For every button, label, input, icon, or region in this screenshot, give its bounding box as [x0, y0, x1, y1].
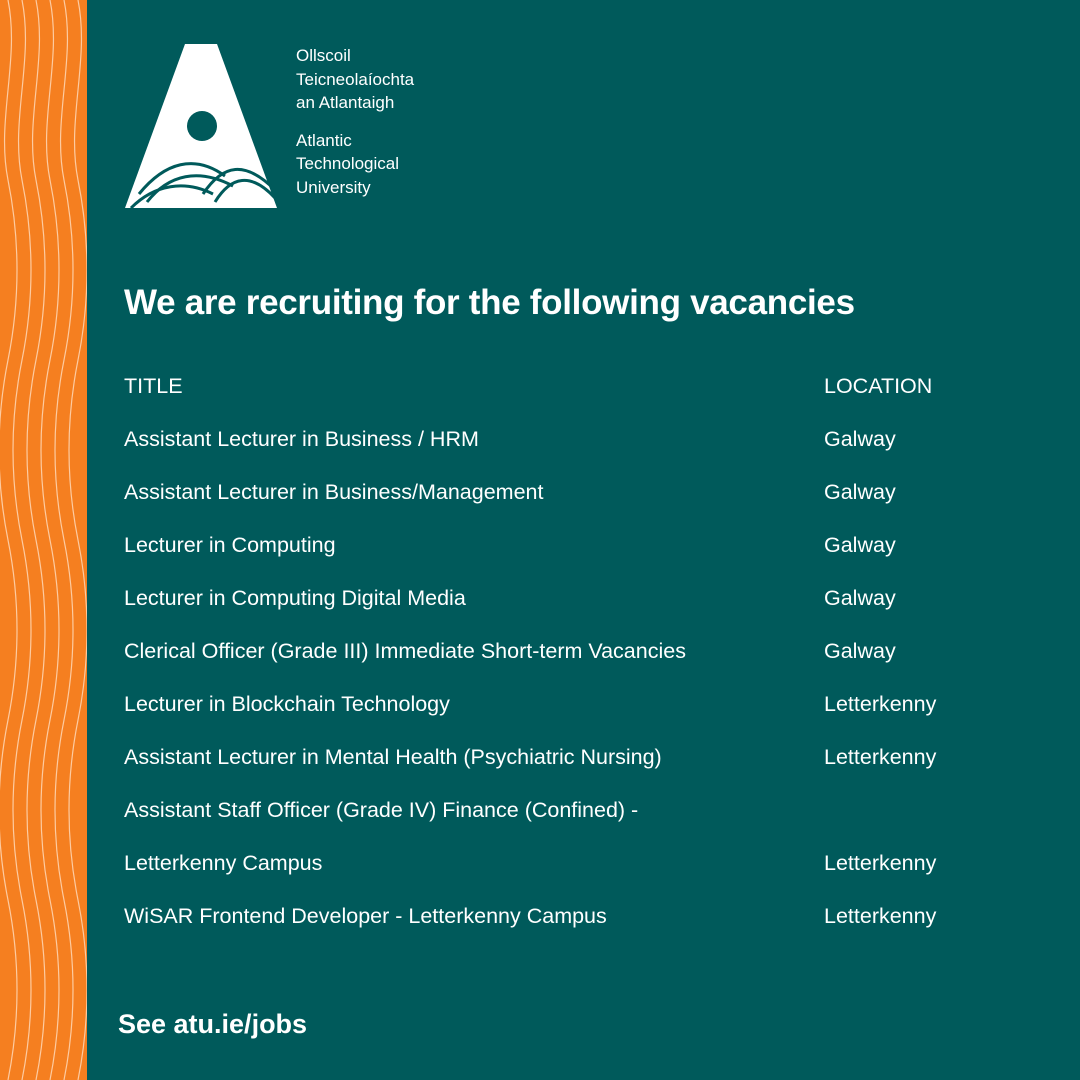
- column-header-title: TITLE: [124, 374, 183, 398]
- vacancy-title: Lecturer in Computing: [124, 533, 336, 557]
- vacancy-title: Lecturer in Blockchain Technology: [124, 692, 450, 716]
- irish-name-line: Ollscoil: [296, 46, 351, 65]
- headline: We are recruiting for the following vacancies: [124, 283, 855, 322]
- wave-pattern-icon: [0, 0, 87, 1080]
- table-row: [124, 423, 1024, 476]
- vacancy-location: Galway: [824, 427, 896, 451]
- vacancy-title: WiSAR Frontend Developer - Letterkenny Campus: [124, 904, 607, 928]
- decorative-stripe: [0, 0, 87, 1080]
- table-row: [124, 476, 1024, 529]
- table-header-row: [124, 370, 1024, 423]
- table-row: [124, 794, 1024, 847]
- english-name-line: Technological: [296, 154, 400, 173]
- english-name-line: Atlantic: [296, 130, 352, 150]
- vacancy-title: Letterkenny Campus: [124, 851, 323, 875]
- column-header-location: LOCATION: [824, 374, 933, 398]
- jobs-link-text: See atu.ie/jobs: [118, 1009, 308, 1039]
- english-name-line: University: [296, 177, 371, 197]
- vacancy-location: Letterkenny: [824, 745, 937, 769]
- vacancy-location: Letterkenny: [824, 692, 937, 716]
- vacancy-location: Letterkenny: [824, 851, 937, 875]
- vacancy-location: Galway: [824, 586, 896, 610]
- irish-name-line: Teicneolaíochta: [296, 69, 415, 89]
- university-name: [296, 44, 414, 199]
- table-row: [124, 741, 1024, 794]
- vacancy-title: Assistant Lecturer in Mental Health (Psychiatric Nursing): [124, 745, 662, 769]
- vacancy-location: Galway: [824, 480, 896, 504]
- vacancies-table: [124, 370, 1024, 953]
- vacancy-title: Assistant Staff Officer (Grade IV) Finance (Confined) -: [124, 798, 639, 822]
- vacancy-title: Lecturer in Computing Digital Media: [124, 586, 466, 610]
- vacancy-title: Clerical Officer (Grade III) Immediate Short-term Vacancies: [124, 639, 686, 663]
- irish-name-line: an Atlantaigh: [296, 93, 395, 112]
- vacancy-title: Assistant Lecturer in Business / HRM: [124, 427, 479, 451]
- atu-logo-icon: [125, 44, 277, 210]
- table-row: [124, 847, 1024, 900]
- vacancy-title: Assistant Lecturer in Business/Management: [124, 480, 544, 504]
- vacancy-location: Galway: [824, 639, 896, 663]
- table-row: [124, 900, 1024, 953]
- vacancy-location: Galway: [824, 533, 896, 557]
- vacancy-location: Letterkenny: [824, 904, 937, 928]
- table-row: [124, 635, 1024, 688]
- table-row: [124, 688, 1024, 741]
- table-row: [124, 529, 1024, 582]
- table-row: [124, 582, 1024, 635]
